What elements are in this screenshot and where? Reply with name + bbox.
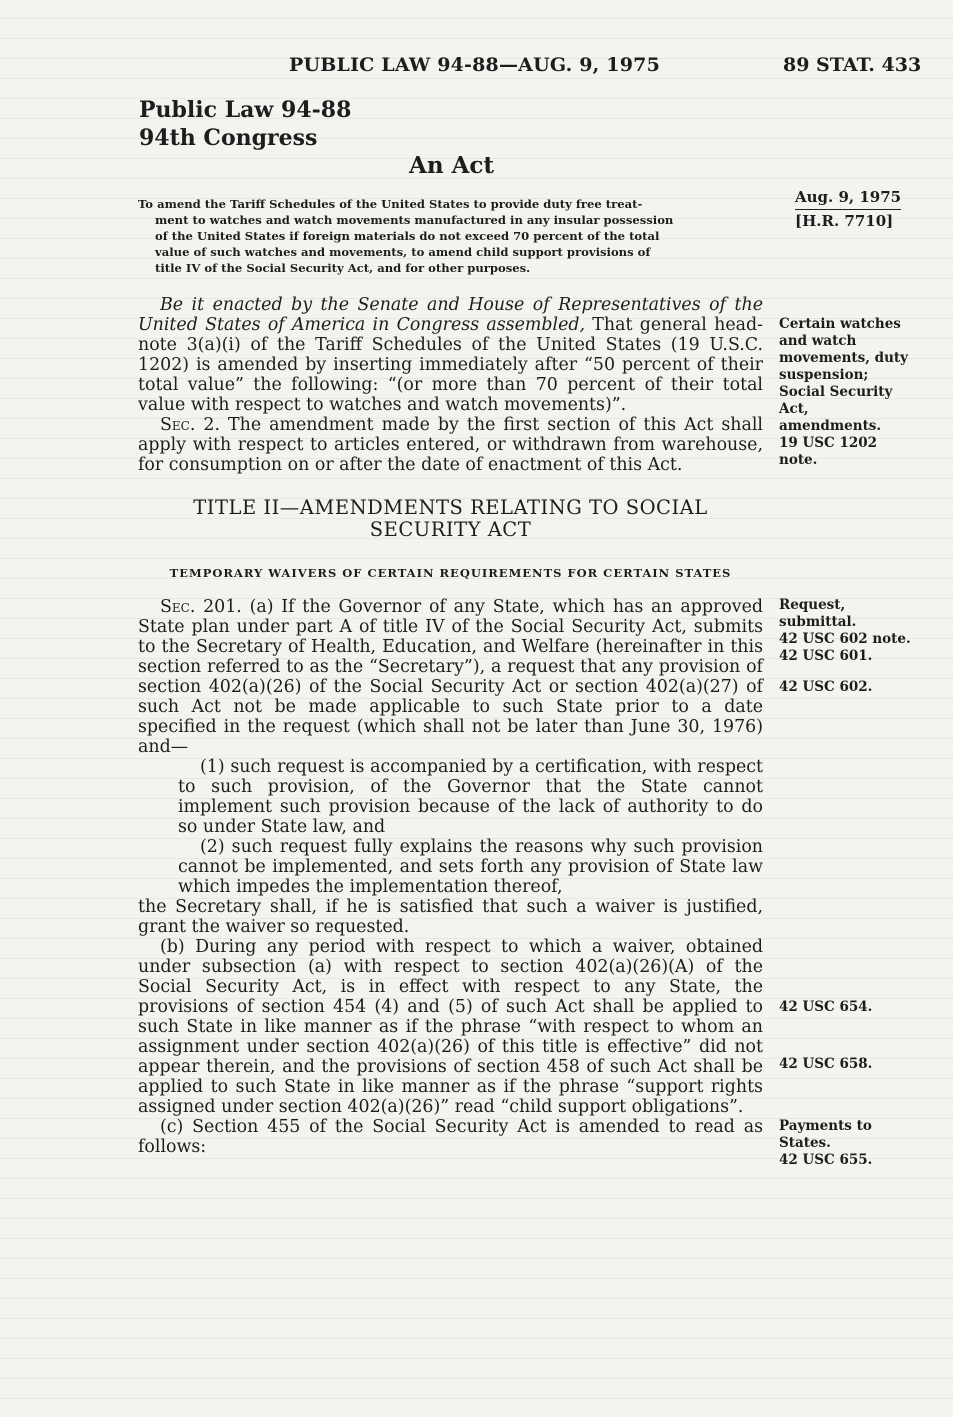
purpose-line: To amend the Tariff Schedules of the United States to provide duty free treat- — [138, 197, 643, 211]
section-2-text: The amendment made by the first section of this Act shall apply with respect to articles entered, or withdrawn from warehouse, for consumption on or after the date of enactment of this Act. — [138, 415, 763, 475]
margin-note-line: 42 USC 602 note. — [779, 631, 911, 647]
section-2-label: Sec. 2. — [160, 415, 220, 435]
margin-note-line: suspension; — [779, 367, 869, 383]
section-subheading: TEMPORARY WAIVERS OF CERTAIN REQUIREMENTS FOR CERTAIN STATES — [169, 566, 732, 580]
law-identification — [139, 96, 351, 152]
margin-note-602: 42 USC 602. — [779, 679, 873, 695]
title-ii-heading — [138, 497, 763, 541]
subsection-a-text: (a) If the Governor of any State, which has an approved State plan under part A of title IV of the Social Security Act, submits to the Secretary of Health, Education, and Welfare (hereinafter in this section referred to as the “Secretary”), a request that any provision of section 402(a)(26) of the Social Security Act or section 402(a)(27) of such Act not be made applicable to such State prior to a date specified in the request (which shall not be later than June 30, 1976) and— — [138, 597, 763, 757]
purpose-clause — [138, 196, 759, 276]
margin-note-line: Request, — [779, 597, 846, 613]
section-201 — [138, 597, 763, 1157]
purpose-line: ment to watches and watch movements manufactured in any insular possession — [155, 213, 674, 227]
margin-note-line: 42 USC 655. — [779, 1152, 873, 1168]
margin-note-line: 42 USC 601. — [779, 648, 873, 664]
margin-note-line: Social Security — [779, 384, 893, 400]
enacting-section — [138, 295, 763, 475]
requirement-1: (1) such request is accompanied by a certification, with respect to such provision, of the Governor that the State cannot implement such provision because of the lack of authority to do so under State law, and — [178, 757, 763, 837]
margin-note-line: and watch — [779, 333, 857, 349]
margin-note-line: Payments to — [779, 1118, 872, 1134]
bill-number: [H.R. 7710] — [795, 212, 894, 230]
section-201-label: Sec. 201. — [160, 597, 242, 617]
purpose-line: title IV of the Social Security Act, and for other purposes. — [155, 261, 531, 275]
title-heading-line: SECURITY ACT — [369, 518, 532, 541]
act-heading: An Act — [409, 152, 495, 179]
margin-note-line: submittal. — [779, 614, 857, 630]
margin-note-line: States. — [779, 1135, 831, 1151]
margin-note-654: 42 USC 654. — [779, 999, 873, 1015]
requirement-2: (2) such request fully explains the reasons why such provision cannot be implemented, and sets forth any provision of State law which impedes the implementation thereof, — [178, 837, 763, 897]
running-head: PUBLIC LAW 94-88—AUG. 9, 1975 — [289, 54, 660, 76]
section-1-text: That general head-note 3(a)(i) of the Tariff Schedules of the United States (19 U.S.C. 1202) is amended by inserting immediately after “50 percent of their total value” the following: “(or more than 70 percent of their total value with respect to watches and watch movements)”. — [138, 315, 763, 415]
subsection-c: (c) Section 455 of the Social Security Act is amended to read as follows: — [138, 1117, 763, 1157]
margin-note-658: 42 USC 658. — [779, 1056, 873, 1072]
subsection-a — [138, 597, 763, 757]
margin-note-line: Certain watches — [779, 316, 901, 332]
margin-note-line: amendments. — [779, 418, 882, 434]
margin-note-line: note. — [779, 452, 818, 468]
subsection-a-closing: the Secretary shall, if he is satisfied that such a waiver is justified, grant the waiver so requested. — [138, 897, 763, 937]
margin-note-payments — [779, 1118, 919, 1169]
margin-note-line: Act, — [779, 401, 809, 417]
enacting-clause: Be it enacted by the Senate and House of Representatives of the United States of America in Congress assembled, — [138, 295, 763, 335]
margin-note-request — [779, 597, 919, 665]
section-2 — [138, 415, 763, 475]
statute-reference: 89 STAT. 433 — [783, 54, 922, 76]
purpose-line: of the United States if foreign materials do not exceed 70 percent of the total — [155, 229, 660, 243]
requirements-list — [138, 757, 763, 897]
law-number: Public Law 94-88 — [139, 97, 352, 123]
congress-number: 94th Congress — [139, 125, 318, 151]
title-heading-line: TITLE II—AMENDMENTS RELATING TO SOCIAL — [193, 496, 708, 519]
section-1 — [138, 295, 763, 415]
purpose-line: value of such watches and movements, to amend child support provisions of — [155, 245, 651, 259]
margin-note-watches — [779, 316, 919, 469]
subsection-b: (b) During any period with respect to which a waiver, obtained under subsection (a) with respect to section 402(a)(26)(A) of the Social Security Act, is in effect with respect to any State, the provisions of section 454 (4) and (5) of such Act shall be applied to such State in like manner as if the phrase “with respect to whom an assignment under section 402(a)(26) of this title is effective” did not appear therein, and the provisions of section 458 of such Act shall be applied to such State in like manner as if the phrase “support rights assigned under section 402(a)(26)” read “child support obligations”. — [138, 937, 763, 1117]
enactment-date-box — [795, 186, 905, 232]
enactment-date: Aug. 9, 1975 — [795, 186, 901, 210]
margin-note-line: 19 USC 1202 — [779, 435, 878, 451]
margin-note-line: movements, duty — [779, 350, 908, 366]
